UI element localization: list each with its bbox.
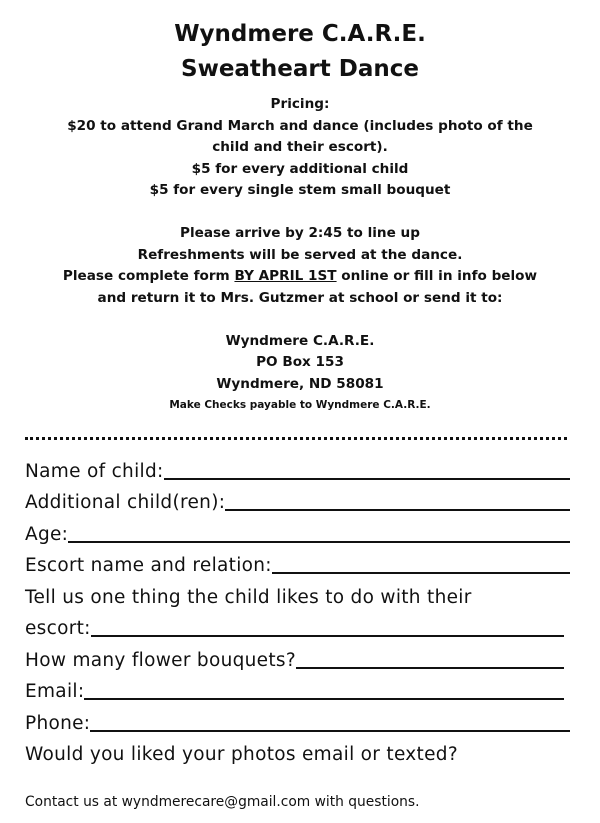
spacer — [40, 309, 560, 331]
address-name: Wyndmere C.A.R.E. — [225, 332, 375, 349]
likes-answer-row — [25, 610, 570, 642]
address-city: Wyndmere, ND 58081 — [216, 375, 384, 392]
age-field[interactable] — [68, 519, 570, 543]
pricing-heading: Pricing: — [270, 96, 330, 112]
checks-note: Make Checks payable to Wyndmere C.A.R.E. — [169, 399, 431, 411]
additional-children-row — [25, 484, 570, 516]
escort-label: Escort name and relation: — [25, 555, 272, 576]
additional-children-field[interactable] — [225, 487, 570, 511]
likes-question-row — [25, 578, 570, 610]
child-name-label: Name of child: — [25, 460, 164, 482]
likes-escort-label: escort: — [25, 618, 91, 639]
address-po-box: PO Box 153 — [256, 354, 344, 370]
price-main-line-1: $20 to attend Grand March and dance (includes photo of the — [67, 117, 533, 134]
registration-form — [25, 452, 570, 767]
photos-question: Would you liked your photos email or texted? — [25, 744, 458, 765]
phone-row — [25, 704, 570, 736]
complete-suffix: online or fill in info below — [336, 268, 538, 284]
title-line-1: Wyndmere C.A.R.E. — [174, 21, 426, 47]
contact-note: Contact us at wyndmerecare@gmail.com with questions. — [25, 794, 420, 810]
likes-label: Tell us one thing the child likes to do with their — [25, 586, 472, 608]
child-name-row — [25, 452, 570, 484]
title-line-2: Sweatheart Dance — [181, 56, 419, 82]
email-field[interactable] — [84, 676, 564, 700]
phone-field[interactable] — [90, 708, 570, 732]
bouquets-row — [25, 641, 570, 673]
price-main-line-2: child and their escort). — [212, 139, 388, 155]
escort-field[interactable] — [272, 550, 570, 574]
escort-row — [25, 547, 570, 579]
bouquets-field[interactable] — [296, 645, 564, 669]
additional-children-label: Additional child(ren): — [25, 492, 226, 513]
bouquets-label: How many flower bouquets? — [25, 649, 296, 671]
email-row — [25, 673, 570, 705]
photos-question-row — [25, 736, 570, 768]
return-note: and return it to Mrs. Gutzmer at school or send it to: — [97, 289, 503, 306]
info-block — [40, 94, 560, 415]
age-row — [25, 515, 570, 547]
arrive-note: Please arrive by 2:45 to line up — [180, 225, 420, 241]
price-bouquet: $5 for every single stem small bouquet — [149, 182, 451, 198]
likes-field[interactable] — [91, 613, 564, 637]
spacer — [40, 202, 560, 224]
child-name-field[interactable] — [164, 456, 570, 480]
deadline: BY APRIL 1ST — [234, 268, 337, 284]
dotted-divider — [25, 437, 567, 440]
complete-form-note — [40, 266, 560, 288]
email-label: Email: — [25, 681, 85, 702]
age-label: Age: — [25, 523, 69, 545]
refreshments-note: Refreshments will be served at the dance. — [137, 246, 463, 263]
price-additional-child: $5 for every additional child — [191, 160, 409, 177]
phone-label: Phone: — [25, 712, 91, 734]
complete-prefix: Please complete form — [62, 268, 235, 284]
